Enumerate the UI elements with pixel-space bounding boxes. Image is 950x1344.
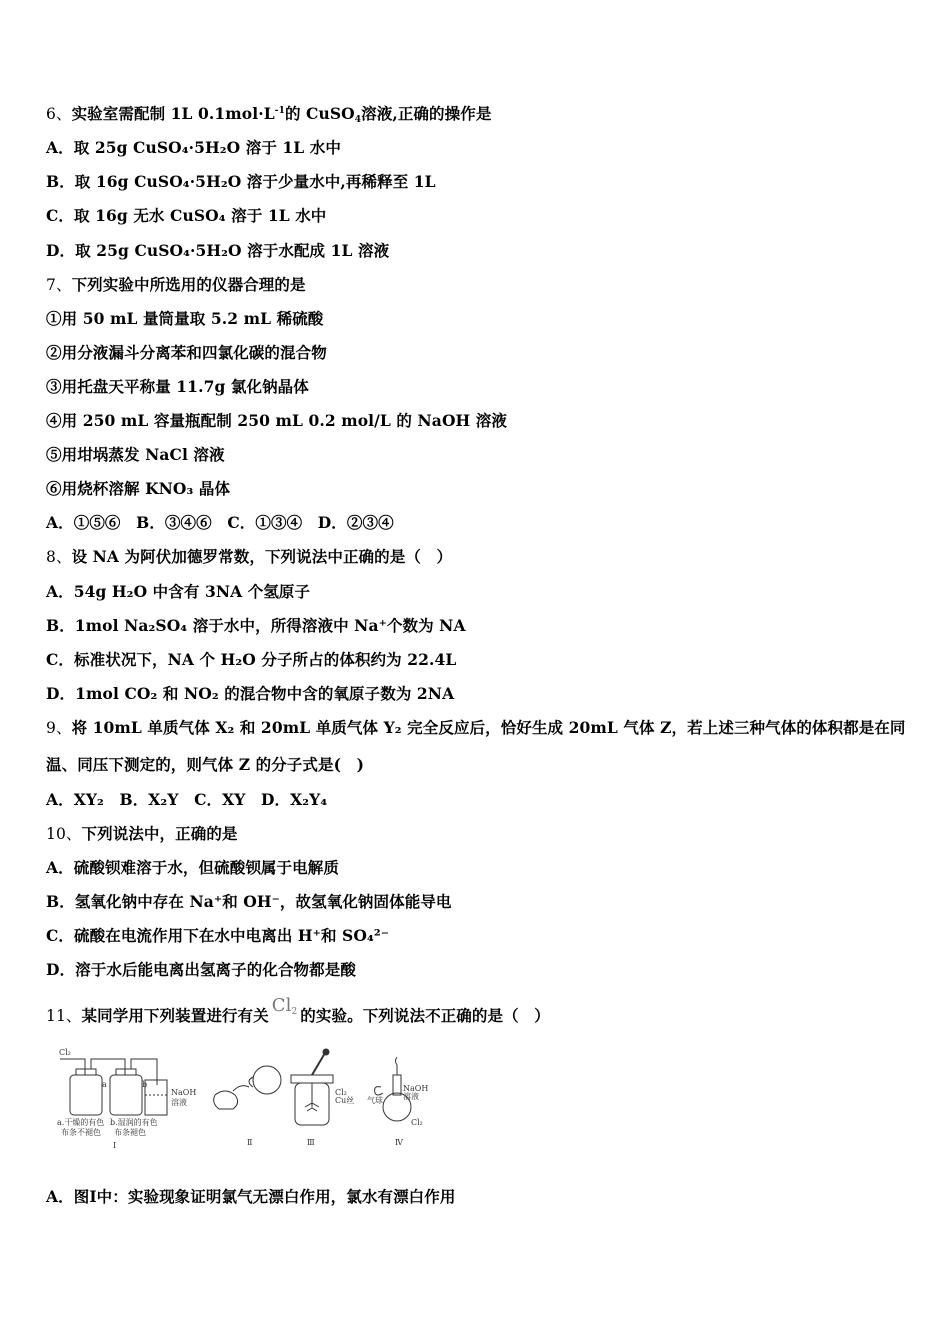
fig3-rod-handle bbox=[323, 1049, 329, 1055]
cl2-formula: $Cl_2$ bbox=[271, 995, 298, 1017]
fig3-rod bbox=[312, 1053, 325, 1075]
fig-label-ii: Ⅱ bbox=[247, 1138, 253, 1147]
q7-item-1: ①用 50 mL 量筒量取 5.2 mL 稀硫酸 bbox=[46, 309, 324, 328]
fig-label-fading: 布条褪色 bbox=[114, 1128, 146, 1137]
fig-label-naoh-4: NaOH bbox=[403, 1084, 429, 1093]
fig-label-cl2-1: Cl₂ bbox=[59, 1048, 71, 1057]
fig-label-cl2-4: Cl₂ bbox=[411, 1118, 423, 1127]
q9-number: 9、 bbox=[46, 719, 72, 737]
fig-label-iv: Ⅳ bbox=[395, 1138, 403, 1147]
fig-label-b: b bbox=[142, 1080, 148, 1089]
fig-label-i: Ⅰ bbox=[113, 1141, 117, 1150]
q11-apparatus-figure bbox=[55, 1045, 435, 1155]
fig2-hand bbox=[233, 1086, 249, 1091]
fig4-balloon bbox=[375, 1087, 383, 1095]
q11-number: 11、 bbox=[46, 1007, 82, 1025]
q11-stem: 11、某同学用下列装置进行有关 $Cl_2$ 的实验。下列说法不正确的是（ ） bbox=[46, 995, 550, 1025]
q10-number: 10、 bbox=[46, 825, 82, 843]
q9-options: A．XY₂ B．X₂Y C．XY D．X₂Y₄ bbox=[46, 790, 328, 809]
q9-stem-line2: 温、同压下测定的，则气体 Z 的分子式是( ) bbox=[46, 755, 365, 774]
fig-label-a: a bbox=[102, 1080, 107, 1089]
fig-label-iii: Ⅲ bbox=[307, 1138, 315, 1147]
q6-option-d: D．取 25g CuSO₄·5H₂O 溶于水配成 1L 溶液 bbox=[46, 241, 390, 260]
fig-label-cl2-3: Cl₂ bbox=[335, 1088, 347, 1097]
q6-stem: 6、实验室需配制 1L $0.1mol\cdot L^{-1}$的 CuSO$_4$溶液,正确的操作是 bbox=[46, 104, 492, 125]
q8-option-d: D．1mol CO₂ 和 NO₂ 的混合物中含的氧原子数为 2NA bbox=[46, 684, 455, 703]
fig1-bottle-b-neck bbox=[116, 1069, 136, 1075]
q8-option-a: A．54g H₂O 中含有 3NA 个氢原子 bbox=[46, 582, 311, 601]
fig3-lid bbox=[291, 1075, 333, 1083]
q10-option-a: A．硫酸钡难溶于水，但硫酸钡属于电解质 bbox=[46, 858, 339, 877]
q7-item-5: ⑤用坩埚蒸发 NaCl 溶液 bbox=[46, 445, 225, 464]
q8-option-c: C．标准状况下，NA 个 H₂O 分子所占的体积约为 22.4L bbox=[46, 650, 457, 669]
q7-item-6: ⑥用烧杯溶解 KNO₃ 晶体 bbox=[46, 479, 231, 498]
q7-item-3: ③用托盘天平称量 11.7g 氯化钠晶体 bbox=[46, 377, 309, 396]
fig-label-solution-4: 溶液 bbox=[403, 1092, 419, 1101]
fig1-bottle-a bbox=[70, 1075, 102, 1115]
fig1-bottle-a-neck bbox=[76, 1069, 96, 1075]
q6-option-a: A．取 25g CuSO₄·5H₂O 溶于 1L 水中 bbox=[46, 138, 342, 157]
fig2-face bbox=[249, 1077, 253, 1087]
q10-stem: 10、下列说法中，正确的是 bbox=[46, 824, 238, 843]
fig-label-not-fading: 布条不褪色 bbox=[61, 1128, 101, 1137]
fig2-head bbox=[253, 1066, 281, 1094]
q10-option-d: D．溶于水后能电离出氢离子的化合物都是酸 bbox=[46, 960, 356, 979]
q6-number: 6、 bbox=[46, 105, 72, 123]
fig-label-balloon: 气球 bbox=[367, 1096, 383, 1105]
q8-number: 8、 bbox=[46, 548, 72, 566]
q7-item-4: ④用 250 mL 容量瓶配制 250 mL 0.2 mol/L 的 NaOH 溶液 bbox=[46, 411, 507, 430]
fig-label-wet-cloth: b.湿润的有色 bbox=[110, 1118, 158, 1127]
q10-option-c: C．硫酸在电流作用下在水中电离出 H⁺和 SO₄²⁻ bbox=[46, 926, 390, 945]
fig-label-dry-cloth: a.干燥的有色 bbox=[57, 1118, 105, 1127]
q10-option-b: B．氢氧化钠中存在 Na⁺和 OH⁻，故氢氧化钠固体能导电 bbox=[46, 892, 452, 911]
fig-label-cu-wire: Cu丝 bbox=[335, 1096, 355, 1105]
q7-item-2: ②用分液漏斗分离苯和四氯化碳的混合物 bbox=[46, 343, 327, 362]
q6-option-c: C．取 16g 无水 CuSO₄ 溶于 1L 水中 bbox=[46, 206, 327, 225]
fig-label-solution-1: 溶液 bbox=[171, 1098, 187, 1107]
fig2-flask bbox=[214, 1091, 238, 1109]
q6-option-b: B．取 16g CuSO₄·5H₂O 溶于少量水中,再稀释至 1L bbox=[46, 172, 436, 191]
q11-option-a: A．图Ⅰ中：实验现象证明氯气无漂白作用，氯水有漂白作用 bbox=[46, 1187, 456, 1206]
q9-stem-line1: 9、将 10mL 单质气体 X₂ 和 20mL 单质气体 Y₂ 完全反应后，恰好生成 20mL 气体 Z，若上述三种气体的体积都是在同 bbox=[46, 718, 906, 737]
q8-stem: 8、设 NA 为阿伏加德罗常数，下列说法中正确的是（ ） bbox=[46, 547, 453, 566]
fig1-beaker bbox=[145, 1080, 167, 1115]
fig4-dropper bbox=[396, 1057, 398, 1075]
q7-number: 7、 bbox=[46, 276, 72, 294]
fig4-neck bbox=[393, 1075, 401, 1095]
fig1-bottle-b bbox=[110, 1075, 142, 1115]
q8-option-b: B．1mol Na₂SO₄ 溶于水中，所得溶液中 Na⁺个数为 NA bbox=[46, 616, 466, 635]
fig1-inlet-tube bbox=[60, 1059, 85, 1075]
q7-options: A．①⑤⑥ B．③④⑥ C．①③④ D．②③④ bbox=[46, 513, 394, 532]
fig-label-naoh-1: NaOH bbox=[171, 1088, 197, 1097]
q7-stem: 7、下列实验中所选用的仪器合理的是 bbox=[46, 275, 306, 294]
